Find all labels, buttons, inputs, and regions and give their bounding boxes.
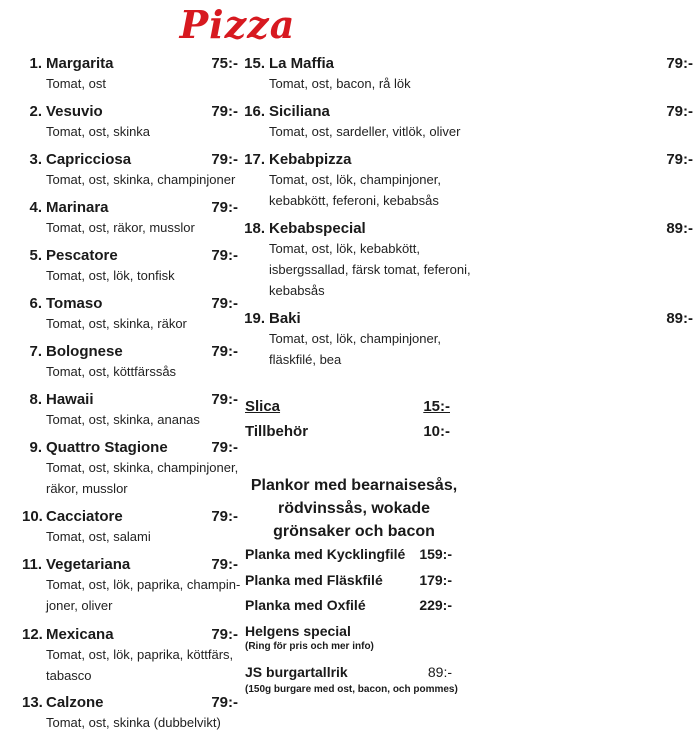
pizza-number: 9. xyxy=(29,439,42,456)
pizza-ingredients: Tomat, ost, skinka, champinjoner, xyxy=(46,460,239,475)
pizza-ingredients: räkor, musslor xyxy=(46,481,128,496)
extra-name-slica: Slica xyxy=(245,398,281,415)
pizza-price: 79:- xyxy=(211,391,238,408)
pizza-ingredients: tabasco xyxy=(46,668,92,683)
pizza-number: 18. xyxy=(244,220,265,237)
pizza-name: Hawaii xyxy=(46,391,94,408)
pizza-ingredients: Tomat, ost, lök, champinjoner, xyxy=(269,331,441,346)
pizza-number: 5. xyxy=(29,247,42,264)
pizza-ingredients: Tomat, ost xyxy=(46,76,106,91)
plank-name: Planka med Fläskfilé xyxy=(245,572,383,588)
pizza-ingredients: Tomat, ost, lök, paprika, köttfärs, xyxy=(46,647,234,662)
pizza-number: 3. xyxy=(29,151,42,168)
extra-price-tillbehor: 10:- xyxy=(423,423,450,440)
plank-heading-line: grönsaker och bacon xyxy=(273,523,435,540)
pizza-number: 13. xyxy=(22,694,43,711)
extra-price-slica: 15:- xyxy=(423,398,450,415)
pizza-price: 79:- xyxy=(211,694,238,711)
pizza-ingredients: Tomat, ost, lök, paprika, champin- xyxy=(46,577,241,592)
burger-name: JS burgartallrik xyxy=(245,664,348,680)
pizza-number: 4. xyxy=(29,199,42,216)
pizza-price: 79:- xyxy=(211,626,238,643)
pizza-ingredients: fläskfilé, bea xyxy=(269,352,342,367)
pizza-ingredients: Tomat, ost, skinka, ananas xyxy=(46,412,200,427)
pizza-name: La Maffia xyxy=(269,55,335,72)
pizza-name: Pescatore xyxy=(46,247,118,264)
special-note: (Ring för pris och mer info) xyxy=(245,641,374,652)
pizza-name: Cacciatore xyxy=(46,508,123,525)
pizza-price: 79:- xyxy=(211,508,238,525)
plank-heading xyxy=(238,474,470,543)
pizza-name: Marinara xyxy=(46,199,109,216)
plank-price: 159:- xyxy=(419,546,452,562)
pizza-number: 15. xyxy=(244,55,265,72)
pizza-number: 17. xyxy=(244,151,265,168)
pizza-name: Kebabpizza xyxy=(269,151,352,168)
pizza-price: 79:- xyxy=(211,439,238,456)
pizza-ingredients: Tomat, ost, skinka, champinjoner xyxy=(46,172,236,187)
pizza-name: Kebabspecial xyxy=(269,220,366,237)
pizza-price: 79:- xyxy=(666,103,693,120)
pizza-name: Quattro Stagione xyxy=(46,439,168,456)
pizza-ingredients: Tomat, ost, köttfärssås xyxy=(46,364,177,379)
special-name: Helgens special xyxy=(245,623,351,639)
pizza-number: 10. xyxy=(22,508,43,525)
pizza-ingredients: Tomat, ost, sardeller, vitlök, oliver xyxy=(269,124,461,139)
pizza-number: 2. xyxy=(29,103,42,120)
pizza-name: Calzone xyxy=(46,694,104,711)
plank-price: 179:- xyxy=(419,572,452,588)
pizza-ingredients: Tomat, ost, skinka, räkor xyxy=(46,316,187,331)
pizza-number: 8. xyxy=(29,391,42,408)
pizza-ingredients: Tomat, ost, lök, tonfisk xyxy=(46,268,175,283)
plank-row xyxy=(245,595,452,615)
pizza-ingredients: Tomat, ost, skinka (dubbelvikt) xyxy=(46,715,221,730)
pizza-price: 79:- xyxy=(666,55,693,72)
pizza-ingredients: Tomat, ost, lök, champinjoner, xyxy=(269,172,441,187)
pizza-price: 79:- xyxy=(211,295,238,312)
pizza-name: Bolognese xyxy=(46,343,123,360)
pizza-number: 6. xyxy=(29,295,42,312)
pizza-price: 89:- xyxy=(666,220,693,237)
pizza-price: 79:- xyxy=(211,199,238,216)
pizza-price: 79:- xyxy=(211,247,238,264)
pizza-name: Tomaso xyxy=(46,295,103,312)
pizza-name: Baki xyxy=(269,310,301,327)
pizza-number: 19. xyxy=(244,310,265,327)
pizza-name: Mexicana xyxy=(46,626,114,643)
pizza-name: Vegetariana xyxy=(46,556,131,573)
plank-row xyxy=(245,570,452,590)
plank-name: Planka med Oxfilé xyxy=(245,597,366,613)
pizza-ingredients: Tomat, ost, bacon, rå lök xyxy=(269,76,411,91)
pizza-ingredients: isbergssallad, färsk tomat, feferoni, xyxy=(269,262,471,277)
pizza-number: 11. xyxy=(22,556,43,573)
pizza-name: Vesuvio xyxy=(46,103,103,120)
pizza-ingredients: Tomat, ost, skinka xyxy=(46,124,151,139)
pizza-ingredients: kebabsås xyxy=(269,283,325,298)
extra-name-tillbehor: Tillbehör xyxy=(245,423,309,440)
pizza-number: 16. xyxy=(244,103,265,120)
pizza-number: 12. xyxy=(22,626,43,643)
pizza-price: 79:- xyxy=(211,151,238,168)
pizza-price: 75:- xyxy=(211,55,238,72)
pizza-price: 79:- xyxy=(211,556,238,573)
burger-note: (150g burgare med ost, bacon, och pommes) xyxy=(245,684,458,695)
pizza-price: 79:- xyxy=(211,103,238,120)
pizza-number: 7. xyxy=(29,343,42,360)
pizza-price: 79:- xyxy=(666,151,693,168)
plank-heading-line: rödvinssås, wokade xyxy=(277,500,431,517)
pizza-price: 79:- xyxy=(211,343,238,360)
pizza-ingredients: Tomat, ost, lök, kebabkött, xyxy=(269,241,421,256)
pizza-name: Capricciosa xyxy=(46,151,132,168)
plank-name: Planka med Kycklingfilé xyxy=(245,546,406,562)
pizza-name: Siciliana xyxy=(269,103,330,120)
pizza-number: 1. xyxy=(29,55,42,72)
plank-row xyxy=(245,544,452,564)
plank-heading-line: Plankor med bearnaisesås, xyxy=(250,477,458,494)
pizza-ingredients: Tomat, ost, salami xyxy=(46,529,151,544)
plank-price: 229:- xyxy=(419,597,452,613)
pizza-price: 89:- xyxy=(666,310,693,327)
menu-title: Pizza xyxy=(179,2,296,47)
pizza-ingredients: Tomat, ost, räkor, musslor xyxy=(46,220,195,235)
pizza-ingredients: joner, oliver xyxy=(46,598,113,613)
pizza-ingredients: kebabkött, feferoni, kebabsås xyxy=(269,193,439,208)
pizza-name: Margarita xyxy=(46,55,114,72)
burger-price: 89:- xyxy=(427,664,452,680)
